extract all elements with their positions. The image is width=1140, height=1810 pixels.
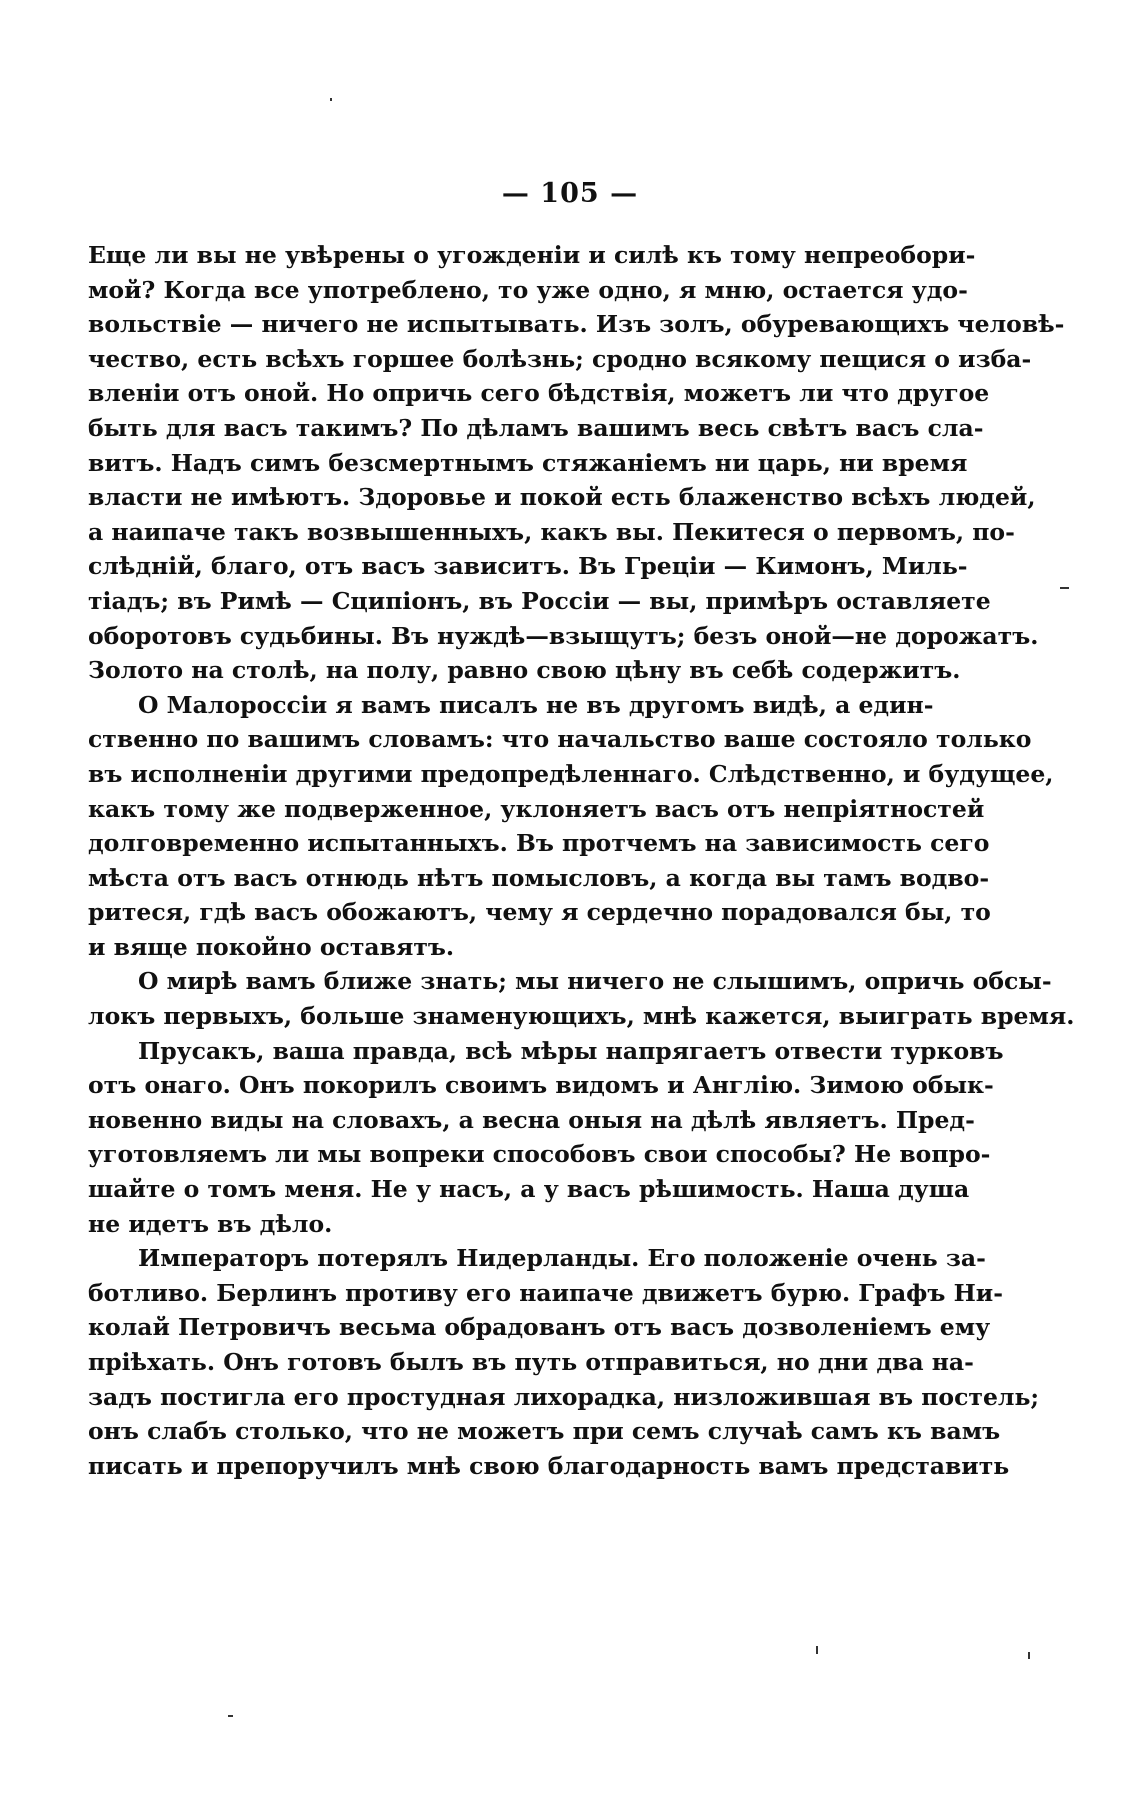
text-line: чество, есть всѣхъ горшее болѣзнь; сродно всякому пещися о изба- <box>88 344 1032 373</box>
text-line: слѣдній, благо, отъ васъ зависитъ. Въ Греціи — Кимонъ, Миль- <box>88 552 968 581</box>
text-line: онъ слабъ столько, что не можетъ при семъ случаѣ самъ къ вамъ <box>88 1417 1001 1446</box>
scan-speck <box>816 1646 818 1654</box>
scan-speck <box>1060 587 1069 589</box>
text-line: мой? Когда все употреблено, то уже одно, я мню, остается удо- <box>88 275 968 304</box>
text-line: быть для васъ такимъ? По дѣламъ вашимъ весь свѣтъ васъ сла- <box>88 413 984 442</box>
text-line: отъ онаго. Онъ покорилъ своимъ видомъ и Англію. Зимою обык- <box>88 1071 994 1100</box>
text-line: ритеся, гдѣ васъ обожаютъ, чему я сердечно порадовался бы, то <box>88 898 991 927</box>
text-line: не идетъ въ дѣло. <box>88 1209 333 1238</box>
text-line: оборотовъ судьбины. Въ нуждѣ—взыщутъ; безъ оной—не дорожатъ. <box>88 621 1039 650</box>
text-line: Золото на столѣ, на полу, равно свою цѣну въ себѣ содержитъ. <box>88 656 961 685</box>
text-line: Прусакъ, ваша правда, всѣ мѣры напрягаетъ отвести турковъ <box>138 1036 1004 1065</box>
text-line: локъ первыхъ, больше знаменующихъ, мнѣ кажется, выиграть время. <box>88 1002 1075 1031</box>
text-line: уготовляемъ ли мы вопреки способовъ свои способы? Не вопро- <box>88 1140 991 1169</box>
text-line: О мирѣ вамъ ближе знать; мы ничего не слышимъ, опричь обсы- <box>138 967 1052 996</box>
text-line: какъ тому же подверженное, уклоняетъ васъ отъ непріятностей <box>88 794 985 823</box>
text-line: а наипаче такъ возвышенныхъ, какъ вы. Пекитеся о первомъ, по- <box>88 517 1015 546</box>
text-line: колай Петровичъ весьма обрадованъ отъ васъ дозволеніемъ ему <box>88 1313 991 1342</box>
text-line: пріѣхать. Онъ готовъ былъ въ путь отправиться, но дни два на- <box>88 1348 974 1376</box>
text-line: Императоръ потерялъ Нидерланды. Его положеніе очень за- <box>138 1244 986 1273</box>
text-line: долговременно испытанныхъ. Въ протчемъ на зависимость сего <box>88 829 990 858</box>
scan-speck <box>330 98 332 101</box>
page-number: — 105 — <box>501 178 639 209</box>
text-line: тіадъ; въ Римѣ — Сципіонъ, въ Россіи — вы, примѣръ оставляете <box>88 586 991 615</box>
text-line: вольствіе — ничего не испытывать. Изъ золъ, обуревающихъ человѣ- <box>88 310 1065 339</box>
text-line: витъ. Надъ симъ безсмертнымъ стяжаніемъ ни царь, ни время <box>88 448 968 477</box>
scan-speck <box>228 1715 233 1717</box>
text-line: шайте о томъ меня. Не у насъ, а у васъ рѣшимость. Наша душа <box>88 1175 970 1204</box>
text-line: власти не имѣютъ. Здоровье и покой есть блаженство всѣхъ людей, <box>88 483 1036 512</box>
scan-speck <box>1028 1652 1030 1659</box>
text-line: мѣста отъ васъ отнюдь нѣтъ помысловъ, а когда вы тамъ водво- <box>88 863 990 892</box>
text-line: ственно по вашимъ словамъ: что начальство ваше состояло только <box>88 725 1032 754</box>
text-line: вленіи отъ оной. Но опричь сего бѣдствія, можетъ ли что другое <box>88 379 990 408</box>
text-line: Еще ли вы не увѣрены о угожденіи и силѣ къ тому непреобори- <box>88 241 976 269</box>
text-line: О Малороссіи я вамъ писалъ не въ другомъ видѣ, а един- <box>138 690 934 719</box>
text-line: новенно виды на словахъ, а весна оныя на дѣлѣ являетъ. Пред- <box>88 1105 975 1134</box>
text-line: задъ постигла его простудная лихорадка, низложившая въ постель; <box>88 1382 1040 1411</box>
body-text <box>88 238 1075 1483</box>
text-line: ботливо. Берлинъ противу его наипаче движетъ бурю. Графъ Ни- <box>88 1278 1003 1307</box>
text-line: и вяще покойно оставятъ. <box>88 932 455 961</box>
text-line: писать и препоручилъ мнѣ свою благодарность вамъ представить <box>88 1451 1010 1480</box>
text-line: въ исполненіи другими предопредѣленнаго. Слѣдственно, и будущее, <box>88 759 1054 788</box>
